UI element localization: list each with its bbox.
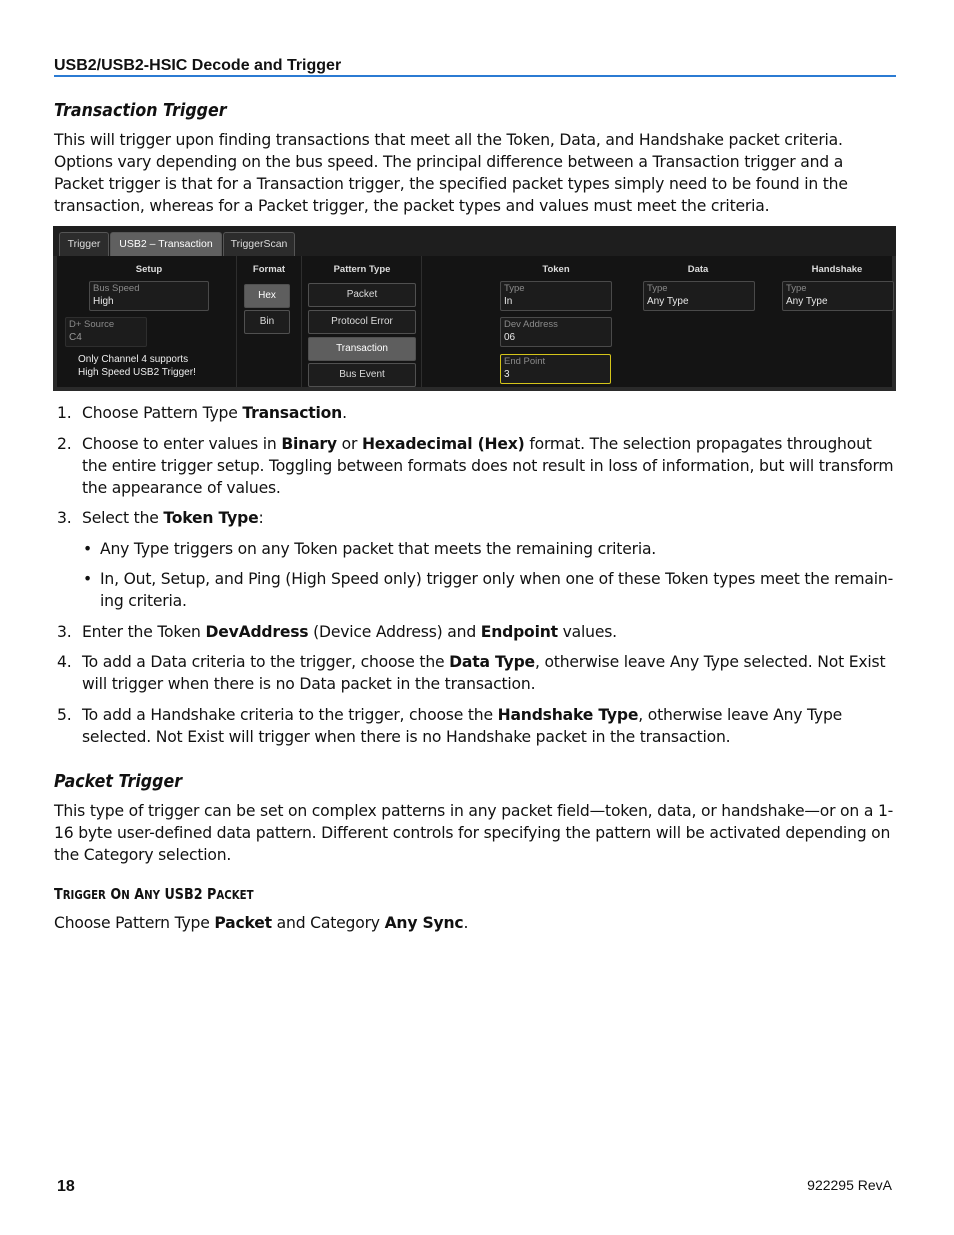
step-bold: Data Type — [449, 653, 535, 671]
transaction-trigger-heading: Transaction Trigger — [54, 100, 227, 121]
transaction-intro: This will trigger upon finding transactions that meet all the Token, Data, and Handshake packet criteria. Options vary depending on the bus speed. The principal difference between a Transaction trigger and a Packet trigger is that for a Transaction trigger, the specified packet types simply need to be found in the transaction, whereas for a Packet trigger, the packet types and values must meet the criteria. — [54, 131, 848, 215]
step-bold: Transaction — [242, 404, 343, 422]
step-bold: Handshake Type — [497, 706, 639, 724]
step-text: or — [336, 435, 362, 453]
hex-button[interactable]: Hex — [244, 284, 290, 308]
step-bold: DevAddress — [205, 623, 309, 641]
heading-text: NY — [144, 888, 160, 902]
field-label: Dev Address — [504, 319, 558, 330]
step-text: . — [342, 404, 347, 422]
packet-button[interactable]: Packet — [308, 283, 416, 307]
step-bold: Binary — [281, 435, 337, 453]
field-value: Any Type — [786, 296, 828, 307]
page-header — [54, 55, 896, 77]
bullet-text: In, Out, Setup, and Ping (High Speed only) trigger only when one of these Token types meet the remain-ing criteria. — [100, 570, 893, 610]
step-text: Select the — [82, 509, 164, 527]
heading-text: RIGGER — [62, 888, 106, 902]
step-number: 5. — [57, 706, 72, 724]
packet-trigger-heading: Packet Trigger — [54, 771, 183, 792]
field-value: Any Type — [647, 296, 689, 307]
heading-text: T — [54, 885, 63, 903]
divider — [301, 256, 302, 387]
field-label: End Point — [504, 356, 546, 367]
any-usb2-packet-instructions — [54, 912, 896, 934]
note-line: High Speed USB2 Trigger! — [78, 367, 196, 378]
bullet-dot: • — [83, 540, 92, 558]
field-value: High — [93, 296, 114, 307]
bullet-text: Any Type triggers on any Token packet that meets the remaining criteria. — [100, 540, 657, 558]
step-bold: Hexadecimal (Hex) — [361, 435, 525, 453]
para-text: and Category — [271, 914, 385, 932]
note-line: Only Channel 4 supports — [78, 354, 189, 365]
step-number: 2. — [57, 435, 72, 453]
step-number: 4. — [57, 653, 72, 671]
heading-text: N — [121, 888, 130, 902]
step-text: (Device Address) and — [308, 623, 481, 641]
step-number: 3. — [57, 623, 72, 641]
field-label: Bus Speed — [93, 283, 140, 294]
channel-note — [78, 353, 196, 379]
step-number: 1. — [57, 404, 72, 422]
step-text: To add a Handshake criteria to the trigger, choose the — [82, 706, 498, 724]
step-text: values. — [557, 623, 617, 641]
heading-text: A — [134, 885, 145, 903]
para-text: . — [463, 914, 469, 932]
field-label: Type — [786, 283, 807, 294]
setup-column-header: Setup — [135, 264, 163, 275]
data-column-header: Data — [687, 264, 709, 275]
step-text: format. The selection propagates throughout the entire trigger setup. Toggling between formats does not result in loss of information, but will transform the appearance of values. — [82, 435, 894, 497]
field-label: D+ Source — [69, 319, 115, 330]
para-bold: Packet — [214, 914, 272, 932]
field-value: In — [504, 296, 513, 307]
field-value: 06 — [504, 332, 516, 343]
token-column-header: Token — [542, 264, 570, 275]
divider — [236, 256, 237, 387]
tab-trigger[interactable]: Trigger — [59, 232, 109, 257]
pattern-type-column-header: Pattern Type — [333, 264, 391, 275]
packet-intro: This type of trigger can be set on complex patterns in any packet field—token, data, or handshake—or on a 1-16 byte user-defined data pattern. Different controls for specifying the pattern will be activated depending on the Category selection. — [54, 802, 894, 864]
heading-text: ACKET — [216, 888, 254, 902]
heading-text: O — [110, 885, 122, 903]
bin-button[interactable]: Bin — [244, 310, 290, 334]
handshake-column-header: Handshake — [811, 264, 863, 275]
protocol-error-button[interactable]: Protocol Error — [308, 310, 416, 334]
step-text: : — [258, 509, 264, 527]
token-type-field[interactable] — [500, 281, 612, 311]
header-title: USB2/USB2-HSIC Decode and Trigger — [54, 57, 342, 74]
para-text: Choose Pattern Type — [54, 914, 215, 932]
tab-usb2-transaction[interactable]: USB2 – Transaction — [110, 232, 222, 257]
step-text: Enter the Token — [82, 623, 206, 641]
transaction-button[interactable]: Transaction — [308, 337, 416, 361]
step-bold: Endpoint — [480, 623, 558, 641]
bus-event-button[interactable]: Bus Event — [308, 363, 416, 387]
page-number: 18 — [57, 1178, 75, 1195]
dev-address-field[interactable] — [500, 317, 612, 347]
field-label: Type — [504, 283, 525, 294]
step-number: 3. — [57, 509, 72, 527]
step-text: To add a Data criteria to the trigger, choose the — [82, 653, 450, 671]
data-type-field[interactable] — [643, 281, 755, 311]
step-text: , otherwise leave Any Type selected. Not Exist will trigger when there is no Handshake packet in the transaction. — [82, 706, 843, 746]
end-point-field[interactable] — [500, 354, 611, 384]
field-value: 3 — [504, 369, 510, 380]
divider — [421, 256, 422, 387]
any-usb2-packet-heading — [54, 885, 254, 903]
tab-triggerscan[interactable]: TriggerScan — [223, 232, 295, 257]
tab-bar — [53, 226, 896, 256]
trigger-dialog-screenshot — [53, 226, 896, 391]
para-bold: Any Sync — [384, 914, 464, 932]
bus-speed-field[interactable] — [89, 281, 209, 311]
step-text: Choose to enter values in — [82, 435, 282, 453]
field-value: C4 — [69, 332, 82, 343]
handshake-type-field[interactable] — [782, 281, 894, 311]
step-text: , otherwise leave Any Type selected. Not Exist will trigger when there is no Data packet in the transaction. — [82, 653, 886, 693]
format-column-header: Format — [252, 264, 286, 275]
step-text: Choose Pattern Type — [82, 404, 243, 422]
field-label: Type — [647, 283, 668, 294]
bullet-dot: • — [83, 570, 92, 588]
step-bold: Token Type — [163, 509, 259, 527]
document-revision: 922295 RevA — [807, 1177, 892, 1193]
heading-text: USB2 P — [164, 885, 217, 903]
dplus-source-field[interactable] — [65, 317, 147, 347]
